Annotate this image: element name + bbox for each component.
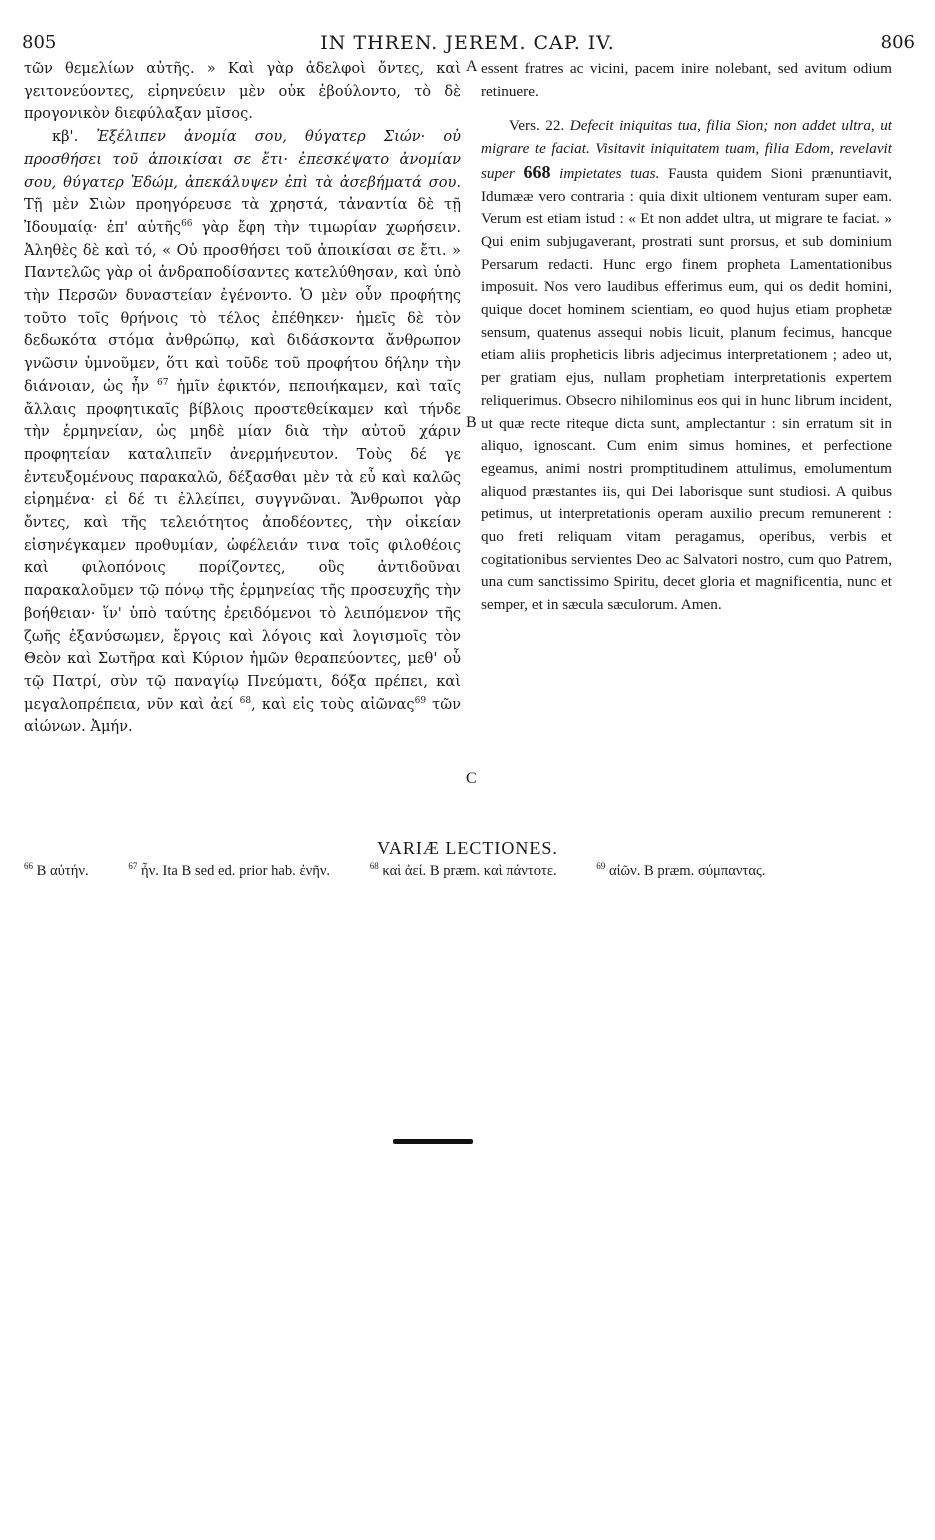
end-rule [393, 1139, 473, 1144]
variant-number: 69 [596, 861, 606, 872]
variant-number: 67 [128, 861, 138, 872]
greek-commentary-c: ἡμῖν ἐφικτόν, πεποιήκαμεν, καὶ ταῖς ἄλλαις προφητικαῖς βίβλοις προστεθείκαμεν καὶ τήνδε τὴν ἑρμηνείαν, ὡς μηδὲ μίαν διὰ τὴν αὐτοῦ χάριν προφητείαν καταλιπεῖν ἀνερμήνευτον. Τοὺς δέ γε ἐντευξομένους παρακαλῶ, δέξασθαι μὲν τὰ εὖ καὶ καλῶς εἰρημένα· εἰ δέ τι ἐλλείπει, συγγνῶναι. Ἄνθρωποι γὰρ ὄντες, καὶ τῆς τελειότητος ἀποδέοντες, τὴν οἰκείαν εἰσηνέγκαμεν προθυμίαν, ὠφέλειάν τινα τοῖς φιλοθέοις καὶ φιλοπόνοις πορίζοντες, οὓς ἀντιδοῦναι παρακαλοῦμεν τῷ πόνῳ τῆς ἑρμηνείας τῆς προσευχῆς τὴν βοήθειαν· ἵν' ὑπὸ ταύτης ἐρειδόμενοι τὸ λειπόμενον τῆς ζωῆς ἐξανύσωμεν, ἔργοις καὶ λόγοις καὶ λογισμοῖς τὸν Θεὸν καὶ Σωτῆρα καὶ Κύριον ἡμῶν θεραπεύοντες, μεθ' οὗ τῷ Πατρί, σὺν τῷ παναγίῳ Πνεύματι, δόξα πρέπει, καὶ μεγαλοπρέπεια, νῦν καὶ ἀεί [24, 377, 461, 713]
greek-verse-text: Ἐξέλιπεν ἀνομία σου, θύγατερ Σιών· οὐ προσθήσει τοῦ ἀποικίσαι σε ἔτι· ἐπεσκέψατο ἀνομίαν σου, θύγατερ Ἐδώμ, ἀπεκάλυψεν ἐπὶ τὰ ἀσεβήματά σου. [24, 128, 461, 191]
latin-paragraph-1: essent fratres ac vicini, pacem inire nolebant, sed avitum odium retinuere. [481, 60, 892, 100]
variant-text: καὶ ἀεί. B præm. καὶ πάντοτε. [382, 863, 557, 879]
greek-column [24, 58, 461, 739]
footnote-ref-68: 68 [239, 695, 252, 706]
footnote-ref-67: 67 [157, 377, 169, 388]
variant-text: αἰῶν. B præm. σύμπαντας. [608, 863, 766, 879]
latin-commentary: Fausta quidem Sioni prænuntiavit, Idumææ vero contraria : quia dixit ultionem venturam super eam. Verum est etiam istud : « Et non addet ultra, ut migrare te faciat. » Qui enim subjugaverant, prostrati sunt prorsus, et sub dominium Persarum redacti. Hunc ergo finem propheta Lamentationibus imposuit. Nos vero laudibus efferimus eum, qui os dedit homini, quique docet hominem scientiam, eo quod hujus etiam prophetæ sensum, quatenus assequi nobis licuit, planum fecimus, hancque etiam aliis propheticis libris adjecimus interpretationem ; adeo ut, per gratiam ejus, nullam prophetiam interpretationis expertem reliquerimus. Obsecro nihilominus eos qui in hunc librum incident, ut quæ recte riteque dicta sunt, amplectantur : sin erratum sit in aliquo, ignoscant. Cum enim simus homines, et perfectione egeamus, animi nostri promptitudinem attulimus, emolumentum aliquod præstantes iis, qui Dei laborisque sunt studiosi. A quibus petimus, ut interpretationis operam auxilio precum remunerent : quo freti reliquam vitam peragamus, operibus, verbis et cogitationibus servientes Deo ac Salvatori nostro, cum quo Patrem, una cum sanctissimo Spiritu, decet gloria et magnificentia, nunc et semper, et in sæcula sæculorum. Amen. [481, 164, 893, 614]
variae-lectiones-title: VARIÆ LECTIONES. [377, 838, 558, 858]
variant-text: B αὐτήν. [36, 863, 89, 879]
page-number-right: 806 [880, 32, 915, 53]
variae-lectiones-list [24, 862, 904, 881]
footnote-ref-66: 66 [181, 219, 193, 230]
greek-commentary-a: Τῇ μὲν Σιὼν προηγόρευσε τὰ χρηστά, τἀναντία δὲ τῇ Ἰδουμαίᾳ· ἐπ' αὐτῆς [24, 196, 461, 236]
greek-commentary-e: τῶν αἰώνων. Ἀμήν. [24, 695, 462, 736]
running-title: IN THREN. JEREM. CAP. IV. [320, 32, 615, 54]
greek-paragraph-1: τῶν θεμελίων αὐτῆς. » Καὶ γὰρ ἀδελφοὶ ὄντες, καὶ γειτονεύοντες, εἰρηνεύειν μὲν οὐκ ἐβούλοντο, τὸ δὲ προγονικὸν διεφύλαξαν μῖσος. [24, 60, 461, 123]
variant-number: 66 [24, 861, 33, 872]
margin-mark-b: B [466, 414, 477, 431]
margin-mark-c: C [466, 770, 477, 787]
footnote-ref-69: 69 [414, 695, 427, 706]
margin-mark-a: A [466, 58, 478, 75]
variant-number: 68 [369, 861, 379, 872]
latin-column [481, 58, 892, 617]
variant-item [596, 863, 783, 879]
column-marker-668: 668 [523, 161, 551, 182]
greek-verse-number: κβ'. [52, 128, 79, 146]
latin-verse-text-b: impietates tuas. [559, 164, 660, 182]
variant-text: ἦν. Ita B sed ed. prior hab. ἐνῆν. [140, 863, 331, 879]
variant-item [370, 863, 575, 879]
page-number-left: 805 [22, 32, 57, 53]
greek-commentary-b: γὰρ ἔφη τὴν τιμωρίαν χωρήσειν. Ἀληθὲς δὲ καὶ τό, « Οὐ προσθήσει τοῦ ἀποικίσαι σε ἔτι. » Παντελῶς γὰρ οἱ ἀνδραποδίσαντες κατελύθησαν, καὶ ὑπὸ τὴν Περσῶν δυναστείαν ἐγένοντο. Ὁ μὲν οὖν προφήτης τοῦτο τοῖς θρήνοις τὸ τέλος ἐπέθηκεν· ἡμεῖς δὲ τὸν δεδωκότα στόμα ἀνθρώπῳ, καὶ διδάσκοντα ἄνθρωπον γνῶσιν ὑμνοῦμεν, ὅτι καὶ τοῦδε τοῦ προφήτου δήλην τὴν διάνοιαν, ὡς ἦν [24, 218, 461, 395]
variant-item [24, 863, 107, 879]
latin-verse-text-a: Defecit iniquitas tua, filia Sion; non addet ultra, ut migrare te faciat. Visitavit iniquitatem tuam, filia Edom, revelavit super [481, 117, 893, 182]
greek-paragraph-2 [24, 126, 461, 739]
latin-paragraph-2 [481, 115, 892, 616]
variant-item [128, 863, 348, 879]
greek-commentary-d: , καὶ εἰς τοὺς αἰῶνας [251, 695, 415, 713]
latin-verse-label: Vers. 22. [509, 117, 565, 135]
